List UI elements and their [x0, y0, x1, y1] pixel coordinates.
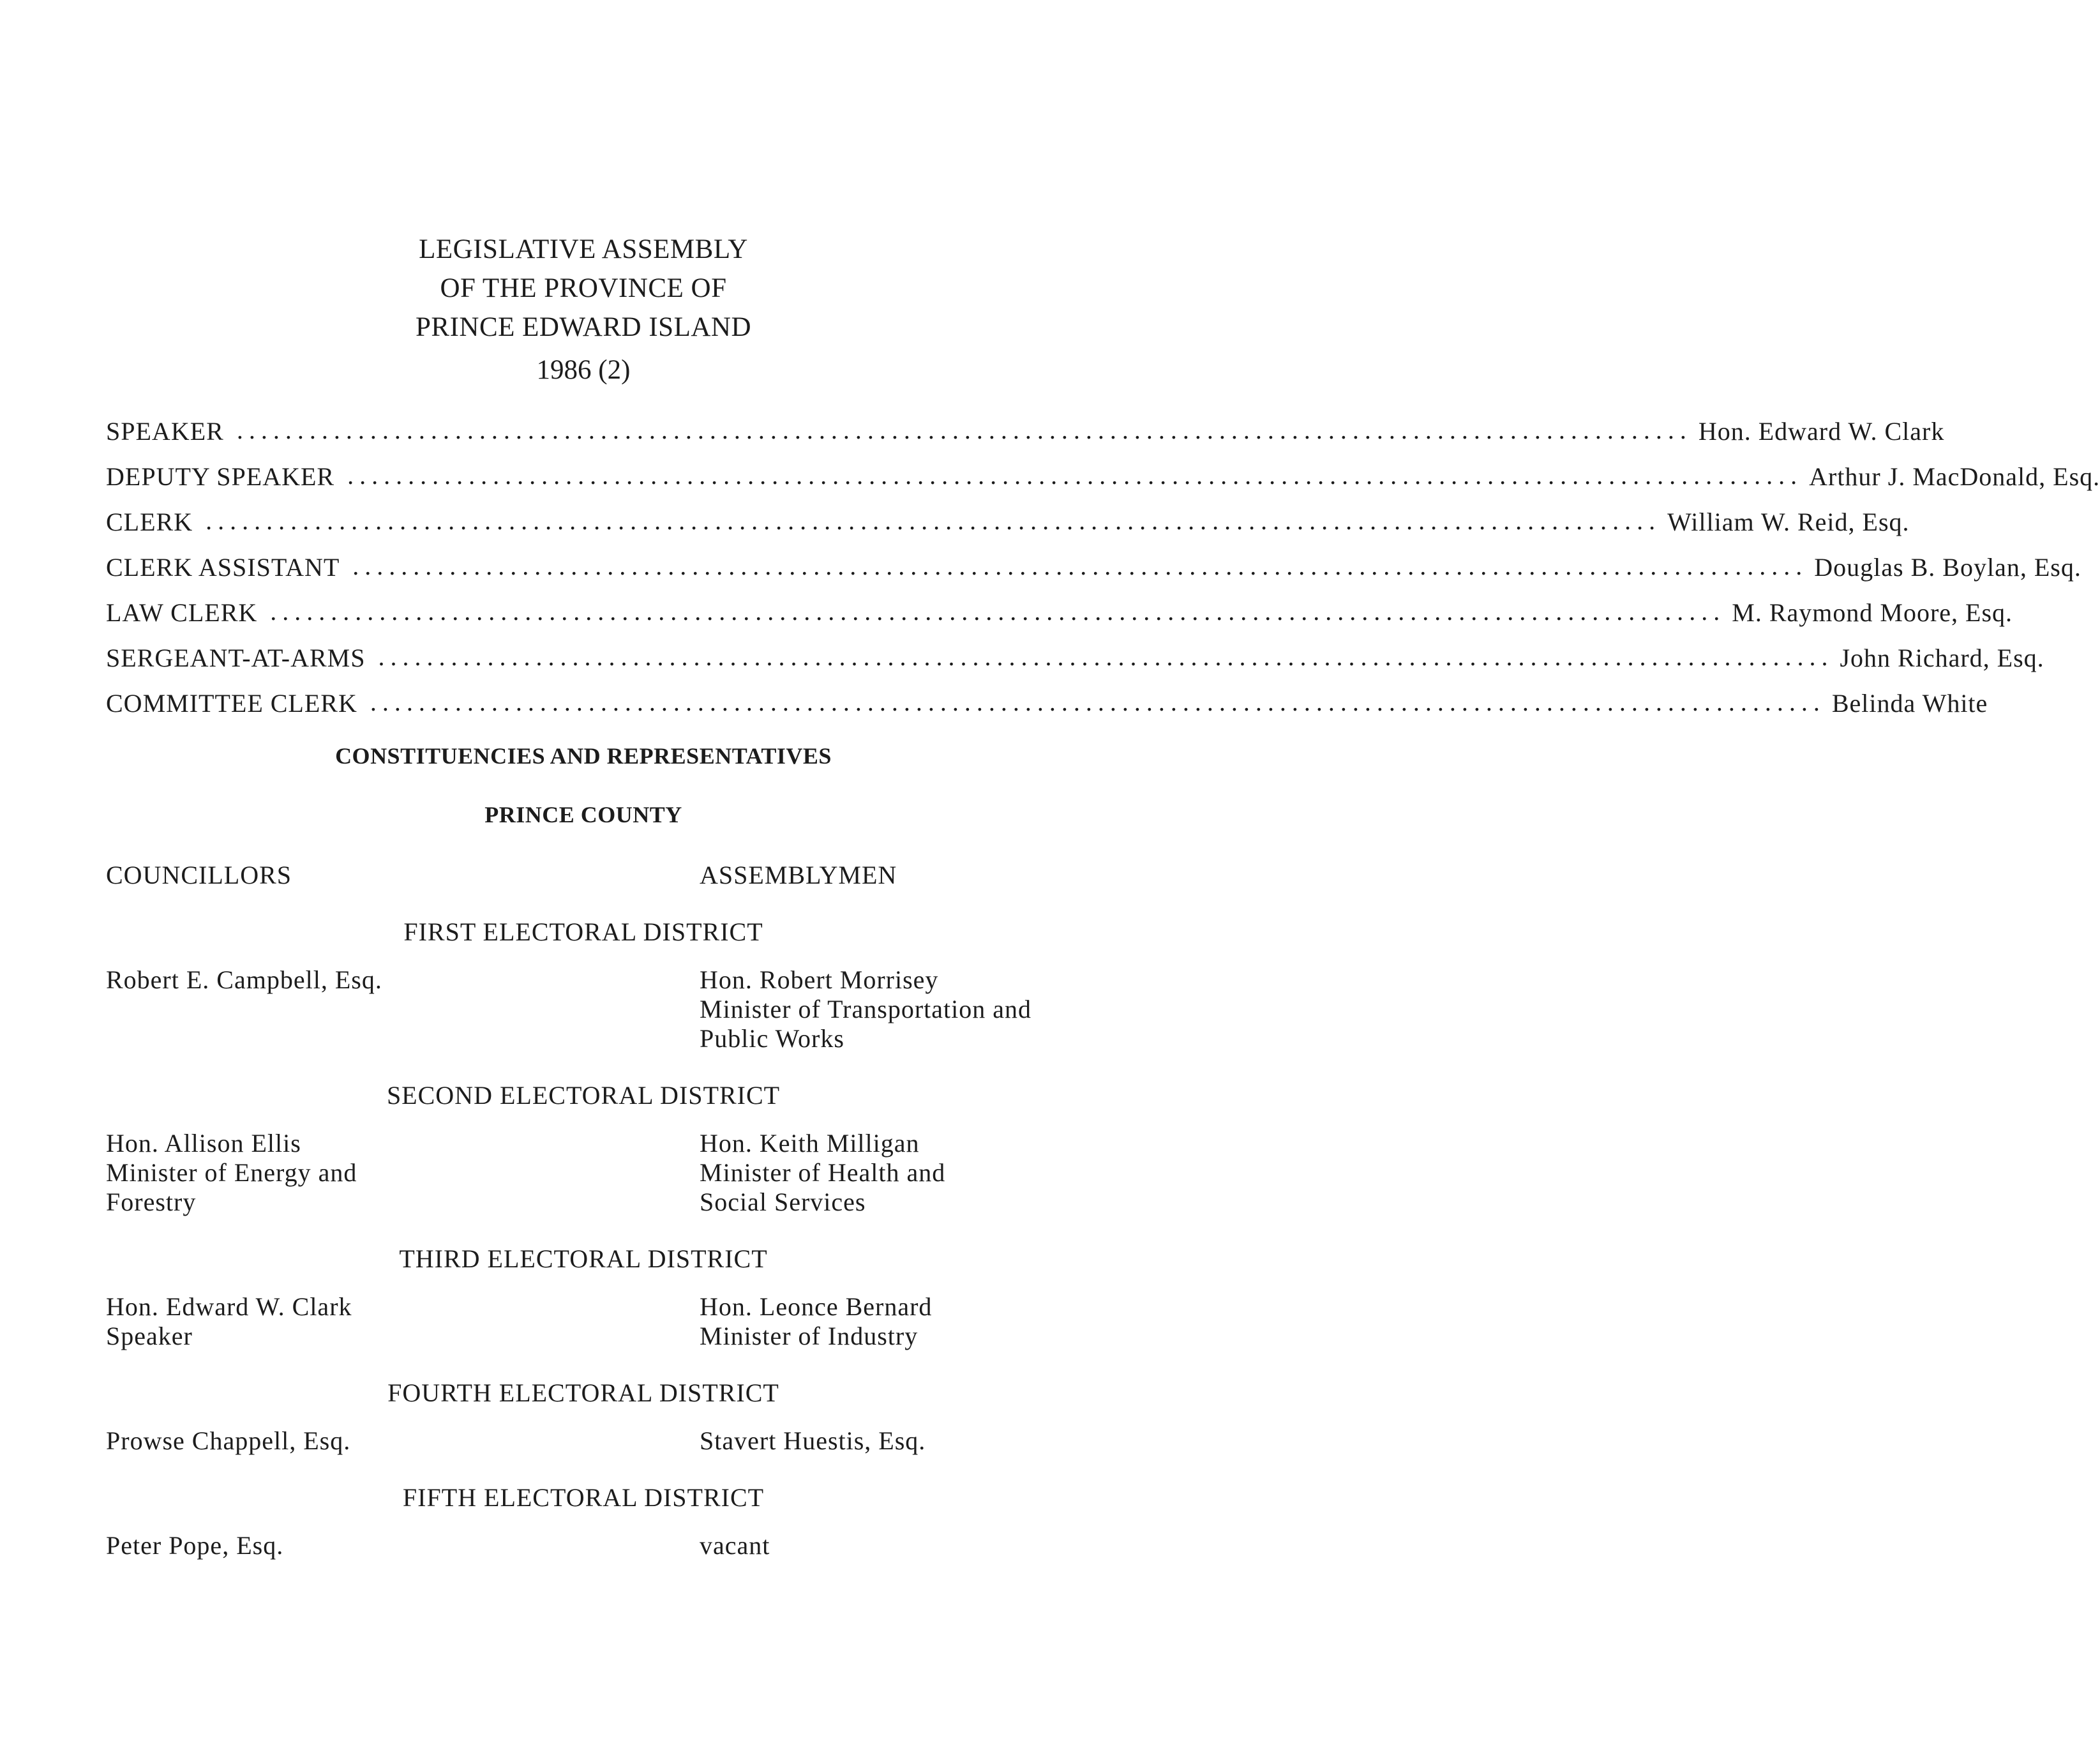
officer-row: [106, 681, 1988, 726]
dot-leader: ........................................................................................................................: [370, 688, 1826, 716]
column-headers: [106, 860, 1061, 890]
session-year: 1986 (2): [536, 355, 631, 385]
officer-row: [106, 590, 2013, 635]
assemblymen-header: ASSEMBLYMEN: [700, 861, 897, 889]
assemblyman-line: Minister of Industry: [700, 1322, 919, 1350]
officer-row: [106, 409, 1945, 454]
assemblyman-line: Social Services: [700, 1188, 866, 1216]
councillor-line: Prowse Chappell, Esq.: [106, 1426, 351, 1455]
dot-leader: ........................................................................................................................: [352, 552, 1808, 580]
councillor-line: Forestry: [106, 1188, 197, 1216]
officer-name: John Richard, Esq.: [1840, 644, 2044, 672]
officer-role: SERGEANT-AT-ARMS: [106, 644, 366, 672]
title-line: LEGISLATIVE ASSEMBLY: [419, 234, 748, 264]
district-row: [106, 965, 1061, 1053]
assemblyman-line: Public Works: [700, 1024, 844, 1053]
dot-leader: ........................................................................................................................: [270, 597, 1726, 626]
district-heading: FIRST ELECTORAL DISTRICT: [403, 917, 763, 946]
officer-role: LAW CLERK: [106, 598, 258, 627]
officer-name: M. Raymond Moore, Esq.: [1732, 598, 2013, 627]
officer-row: [106, 499, 1910, 545]
officer-row: [106, 454, 2100, 499]
officer-row: [106, 635, 2044, 681]
councillor-cell: [106, 965, 700, 1053]
district-row: [106, 1292, 1061, 1351]
assemblyman-cell: [700, 1292, 1061, 1351]
assemblyman-line: Minister of Health and: [700, 1158, 946, 1187]
councillor-cell: [106, 1292, 700, 1351]
title-line: OF THE PROVINCE OF: [440, 273, 727, 303]
dot-leader: ........................................................................................................................: [236, 416, 1692, 444]
councillors-header: COUNCILLORS: [106, 861, 292, 889]
district-row: [106, 1129, 1061, 1217]
document-title: [106, 230, 1061, 347]
officer-name: William W. Reid, Esq.: [1667, 508, 1910, 536]
councillor-line: Speaker: [106, 1322, 193, 1350]
assemblyman-line: Hon. Robert Morrisey: [700, 965, 939, 994]
assemblyman-cell: [700, 1426, 1061, 1456]
county-heading: PRINCE COUNTY: [484, 802, 682, 827]
officers-list: [106, 409, 2100, 726]
district-heading: THIRD ELECTORAL DISTRICT: [399, 1244, 768, 1273]
councillor-line: Robert E. Campbell, Esq.: [106, 965, 382, 994]
title-line: PRINCE EDWARD ISLAND: [416, 312, 751, 342]
district-heading: FIFTH ELECTORAL DISTRICT: [402, 1483, 765, 1512]
district-row: [106, 1426, 1061, 1456]
dot-leader: ........................................................................................................................: [378, 642, 1834, 671]
councillor-line: Hon. Edward W. Clark: [106, 1292, 352, 1321]
officer-role: SPEAKER: [106, 417, 224, 446]
assemblyman-cell: [700, 1531, 1061, 1560]
district-heading: SECOND ELECTORAL DISTRICT: [386, 1081, 781, 1110]
assemblyman-cell: [700, 965, 1061, 1053]
officer-role: DEPUTY SPEAKER: [106, 462, 335, 491]
document-page: [106, 230, 2100, 1560]
officer-role: CLERK ASSISTANT: [106, 553, 340, 582]
district-row: [106, 1531, 1061, 1560]
assemblyman-line: Minister of Transportation and: [700, 995, 1031, 1023]
assemblyman-line: Stavert Huestis, Esq.: [700, 1426, 926, 1455]
assemblyman-line: Hon. Keith Milligan: [700, 1129, 920, 1158]
officer-row: [106, 545, 2081, 590]
councillor-line: Peter Pope, Esq.: [106, 1531, 284, 1560]
councillor-line: Minister of Energy and: [106, 1158, 357, 1187]
dot-leader: ........................................................................................................................: [206, 506, 1661, 535]
dot-leader: ........................................................................................................................: [347, 461, 1803, 490]
district-heading: FOURTH ELECTORAL DISTRICT: [387, 1378, 779, 1407]
assemblyman-line: Hon. Leonce Bernard: [700, 1292, 933, 1321]
officer-role: CLERK: [106, 508, 193, 536]
officer-role: COMMITTEE CLERK: [106, 689, 357, 718]
assemblyman-cell: [700, 1129, 1061, 1217]
councillor-cell: [106, 1426, 700, 1456]
constituencies-heading: CONSTITUENCIES AND REPRESENTATIVES: [335, 743, 832, 769]
officer-name: Belinda White: [1831, 689, 1988, 718]
councillor-cell: [106, 1531, 700, 1560]
councillor-line: Hon. Allison Ellis: [106, 1129, 301, 1158]
officer-name: Arthur J. MacDonald, Esq.: [1809, 462, 2100, 491]
assemblyman-line: vacant: [700, 1531, 770, 1560]
officer-name: Douglas B. Boylan, Esq.: [1814, 553, 2081, 582]
councillor-cell: [106, 1129, 700, 1217]
officer-name: Hon. Edward W. Clark: [1698, 417, 1945, 446]
